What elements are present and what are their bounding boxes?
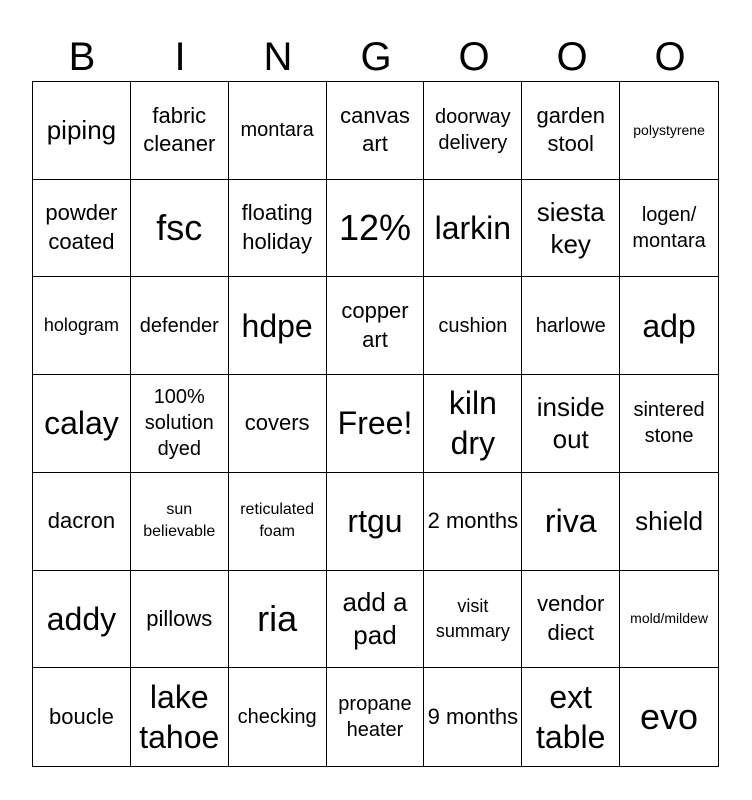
bingo-cell[interactable] <box>424 571 522 669</box>
cell-label: polystyrene <box>633 121 705 138</box>
cell-label: floating holiday <box>241 200 313 255</box>
header-letter: B <box>68 35 96 79</box>
bingo-cell[interactable] <box>620 277 718 375</box>
bingo-grid <box>32 81 719 767</box>
bingo-cell[interactable] <box>424 375 522 473</box>
bingo-cell[interactable] <box>424 668 522 766</box>
bingo-header <box>33 34 719 80</box>
bingo-cell[interactable] <box>522 180 620 278</box>
bingo-cell[interactable] <box>229 668 327 766</box>
bingo-cell[interactable] <box>424 82 522 180</box>
bingo-cell[interactable] <box>327 668 425 766</box>
cell-label: vendor diect <box>537 591 605 645</box>
bingo-cell[interactable] <box>522 375 620 473</box>
header-letter: N <box>263 35 293 79</box>
bingo-cell[interactable] <box>33 82 131 180</box>
cell-label: piping <box>46 115 117 146</box>
bingo-cell[interactable] <box>33 473 131 571</box>
bingo-cell[interactable] <box>131 571 229 669</box>
bingo-cell[interactable] <box>620 571 718 669</box>
cell-label: 2 months <box>427 507 519 533</box>
cell-label: riva <box>544 503 597 540</box>
cell-label: harlowe <box>535 314 606 337</box>
bingo-cell[interactable] <box>522 571 620 669</box>
cell-label: 9 months <box>427 703 519 729</box>
cell-label: canvas art <box>340 102 410 157</box>
cell-label: visit summary <box>435 595 510 641</box>
cell-label: add a pad <box>342 587 408 650</box>
bingo-cell[interactable] <box>131 82 229 180</box>
cell-label: sintered stone <box>633 399 705 448</box>
bingo-cell[interactable] <box>131 473 229 571</box>
cell-label: montara <box>240 119 314 142</box>
bingo-cell[interactable] <box>229 82 327 180</box>
bingo-cell[interactable] <box>620 375 718 473</box>
bingo-cell[interactable] <box>229 180 327 278</box>
cell-label: evo <box>640 696 699 738</box>
header-letter: O <box>458 35 490 79</box>
bingo-cell[interactable] <box>522 473 620 571</box>
bingo-cell[interactable] <box>327 82 425 180</box>
cell-label: cushion <box>438 314 508 337</box>
cell-label: pillows <box>146 605 213 631</box>
header-letter: O <box>556 35 588 79</box>
cell-label: covers <box>244 410 310 436</box>
bingo-cell[interactable] <box>522 82 620 180</box>
cell-label: fsc <box>156 207 203 249</box>
bingo-cell[interactable] <box>620 668 718 766</box>
cell-label: shield <box>635 505 704 536</box>
bingo-cell[interactable] <box>424 277 522 375</box>
cell-label: siesta key <box>536 196 605 260</box>
cell-label: 100% solution dyed <box>144 386 214 461</box>
bingo-cell[interactable] <box>522 277 620 375</box>
cell-label: 12% <box>338 207 412 249</box>
free-space[interactable] <box>327 375 425 473</box>
bingo-cell[interactable] <box>229 571 327 669</box>
bingo-cell[interactable] <box>33 180 131 278</box>
cell-label: boucle <box>49 703 114 729</box>
bingo-cell[interactable] <box>131 180 229 278</box>
cell-label: powder coated <box>45 200 118 255</box>
bingo-cell[interactable] <box>131 668 229 766</box>
bingo-cell[interactable] <box>229 375 327 473</box>
cell-label: mold/mildew <box>630 610 708 627</box>
cell-label: larkin <box>434 210 512 247</box>
cell-label: adp <box>642 307 696 344</box>
header-letter: O <box>654 35 686 79</box>
bingo-cell[interactable] <box>229 473 327 571</box>
bingo-cell[interactable] <box>327 473 425 571</box>
cell-label: hdpe <box>241 307 313 344</box>
bingo-cell[interactable] <box>424 473 522 571</box>
bingo-cell[interactable] <box>620 473 718 571</box>
bingo-cell[interactable] <box>131 375 229 473</box>
cell-label: fabric cleaner <box>143 102 216 157</box>
cell-label: doorway delivery <box>435 106 511 155</box>
bingo-cell[interactable] <box>327 277 425 375</box>
cell-label: copper art <box>341 298 409 352</box>
cell-label: Free! <box>337 405 413 442</box>
bingo-cell[interactable] <box>33 668 131 766</box>
cell-label: rtgu <box>347 503 403 540</box>
bingo-cell[interactable] <box>327 180 425 278</box>
cell-label: lake tahoe <box>139 679 220 756</box>
bingo-cell[interactable] <box>327 571 425 669</box>
cell-label: addy <box>46 600 117 637</box>
bingo-cell[interactable] <box>424 180 522 278</box>
bingo-cell[interactable] <box>33 571 131 669</box>
bingo-cell[interactable] <box>620 180 718 278</box>
bingo-cell[interactable] <box>620 82 718 180</box>
cell-label: propane heater <box>338 693 412 742</box>
cell-label: ria <box>257 598 298 640</box>
bingo-cell[interactable] <box>33 375 131 473</box>
cell-label: ext table <box>536 679 606 756</box>
bingo-cell[interactable] <box>33 277 131 375</box>
cell-label: kiln dry <box>448 385 497 462</box>
cell-label: checking <box>237 706 317 729</box>
header-letter: I <box>174 35 186 79</box>
cell-label: reticulated foam <box>240 500 315 541</box>
bingo-cell[interactable] <box>131 277 229 375</box>
cell-label: logen/ montara <box>632 204 706 253</box>
header-letter: G <box>360 35 392 79</box>
cell-label: garden stool <box>536 102 605 157</box>
cell-label: hologram <box>43 315 119 336</box>
cell-label: inside out <box>536 391 605 455</box>
cell-label: sun believable <box>143 500 216 541</box>
cell-label: dacron <box>47 507 116 533</box>
bingo-cell[interactable] <box>229 277 327 375</box>
cell-label: defender <box>139 314 219 337</box>
bingo-cell[interactable] <box>522 668 620 766</box>
cell-label: calay <box>44 405 119 442</box>
